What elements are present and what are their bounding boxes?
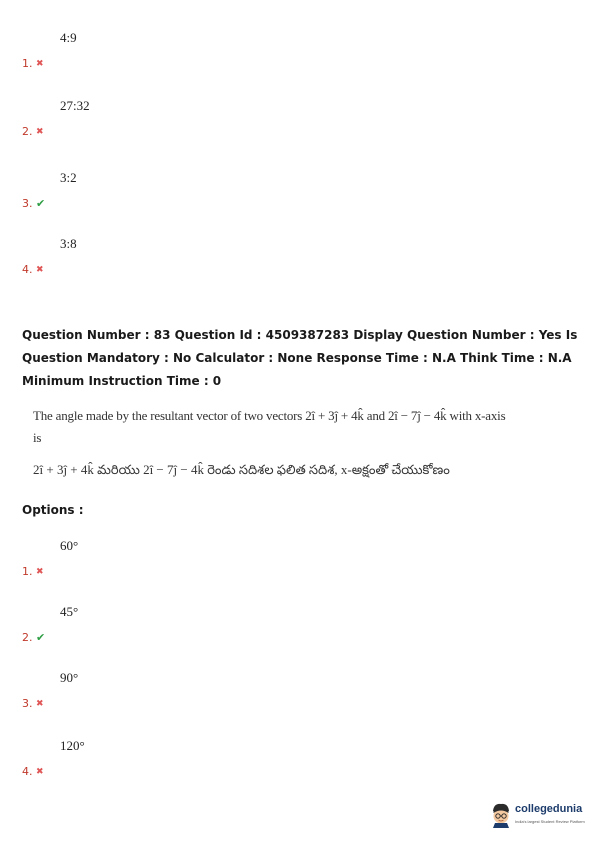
question-text-telugu: 2î + 3ĵ + 4k̂ మరియు 2î − 7ĵ − 4k̂ రెండు సదిశల ఫలిత సదిశ, x-అక్షంతో చేయుకోణం xyxy=(33,462,450,477)
option-text: 120° xyxy=(60,738,85,753)
option-text: 90° xyxy=(60,670,79,685)
option-text: 3:8 xyxy=(60,236,77,251)
option-number: 3. xyxy=(22,197,33,210)
cross-icon: ✖ xyxy=(36,699,44,709)
option-text: 45° xyxy=(60,604,79,619)
question-text-line-2: is xyxy=(33,430,42,445)
mascot-icon xyxy=(490,802,512,828)
option-number: 2. xyxy=(22,631,33,644)
option-text: 4:9 xyxy=(60,30,77,45)
option-number: 2. xyxy=(22,125,33,138)
cross-icon: ✖ xyxy=(36,127,44,137)
brand-name: collegedunia xyxy=(515,803,583,815)
option-number: 4. xyxy=(22,765,33,778)
option-text: 3:2 xyxy=(60,170,77,185)
question-text-line-1: The angle made by the resultant vector of two vectors 2î + 3ĵ + 4k̂ and 2î − 7ĵ − 4k̂ with x-axis xyxy=(33,408,506,423)
options-label: Options : xyxy=(22,503,84,517)
option-number: 1. xyxy=(22,57,33,70)
option-number: 4. xyxy=(22,263,33,276)
brand-tagline: India's largest Student Review Platform xyxy=(515,819,585,824)
check-icon: ✔ xyxy=(36,631,46,644)
collegedunia-logo xyxy=(490,800,590,832)
option-text: 27:32 xyxy=(60,98,90,113)
cross-icon: ✖ xyxy=(36,265,44,275)
check-icon: ✔ xyxy=(36,197,46,210)
option-text: 60° xyxy=(60,538,79,553)
cross-icon: ✖ xyxy=(36,767,44,777)
cross-icon: ✖ xyxy=(36,59,44,69)
question-text-english xyxy=(33,405,573,449)
option-number: 3. xyxy=(22,697,33,710)
option-number: 1. xyxy=(22,565,33,578)
cross-icon: ✖ xyxy=(36,567,44,577)
question-header: Question Number : 83 Question Id : 4509387283 Display Question Number : Yes Is Question Mandatory : No Calculator : None Response Time : N.A Think Time : N.A Minimum Instruction Time : 0 xyxy=(22,328,578,388)
